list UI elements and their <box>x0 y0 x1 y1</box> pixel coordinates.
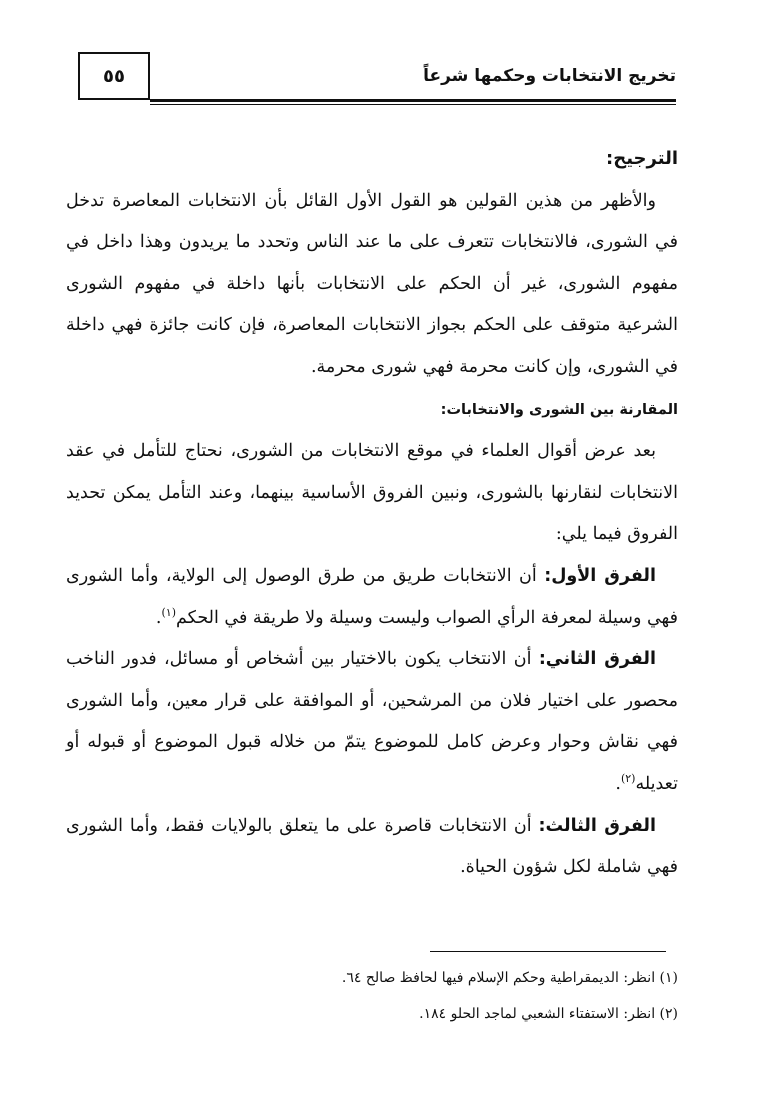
difference-3 <box>66 806 678 889</box>
paragraph-2: بعد عرض أقوال العلماء في موقع الانتخابات من الشورى، نحتاج للتأمل في عقد الانتخابات لنقارنها بالشورى، ونبين الفروق الأساسية بينهما، وعند التأمل يمكن تحديد الفروق فيما يلي: <box>66 441 678 545</box>
difference-3-label: الفرق الثالث: <box>538 815 656 836</box>
difference-1-label: الفرق الأول: <box>544 565 656 586</box>
page-header <box>78 52 676 104</box>
difference-2 <box>66 639 678 805</box>
page-number: ٥٥ <box>78 52 150 100</box>
body-text <box>66 138 678 889</box>
footnote-separator <box>430 951 666 952</box>
footnote-ref-1[interactable]: (١) <box>161 605 177 619</box>
header-rule <box>150 99 676 102</box>
difference-2-end: . <box>615 773 621 794</box>
difference-1 <box>66 556 678 639</box>
heading-comparison <box>66 389 678 432</box>
heading-tarjih <box>66 138 678 181</box>
footnote-ref-2[interactable]: (٢) <box>620 772 636 786</box>
difference-1-end: . <box>155 607 162 628</box>
running-title: تخريج الانتخابات وحكمها شرعاً <box>423 66 676 86</box>
difference-3-text: أن الانتخابات قاصرة على ما يتعلق بالولايات فقط، وأما الشورى فهي شاملة لكل شؤون الحياة. <box>66 815 678 878</box>
paragraph-1: والأظهر من هذين القولين هو القول الأول القائل بأن الانتخابات المعاصرة تدخل في الشورى، فالانتخابات تتعرف على ما عند الناس وتحدد ما يريدون وهذا داخل في مفهوم الشورى، غير أن الحكم على الانتخابات بأنها داخلة في مفهوم الشورى الشرعية متوقف على الحكم بجواز الانتخابات المعاصرة، فإن كانت جائزة فهي داخلة في الشورى، وإن كانت محرمة فهي شورى محرمة. <box>66 190 678 377</box>
footnotes <box>66 960 678 1032</box>
footnote-1: (١) انظر: الديمقراطية وحكم الإسلام فيها لحافظ صالح ٦٤. <box>341 970 678 986</box>
difference-1-text: أن الانتخابات طريق من طرق الوصول إلى الولاية، وأما الشورى فهي وسيلة لمعرفة الرأي الصواب وليست وسيلة ولا طريقة في الحكم <box>66 565 678 628</box>
difference-2-label: الفرق الثاني: <box>538 649 656 670</box>
footnote-2: (٢) انظر: الاستفتاء الشعبي لماجد الحلو ١٨٤. <box>419 1006 678 1022</box>
difference-2-text: أن الانتخاب يكون بالاختيار بين أشخاص أو مسائل، فدور الناخب محصور على اختيار فلان من المرشحين، أو الموافقة على قرار معين، وأما الشورى فهي نقاش وحوار وعرض كامل للموضوع يتمّ من خلاله قبول الموضوع أو قبوله أو تعديله <box>66 649 678 794</box>
section-heading-comparison: المقارنة بين الشورى والانتخابات: <box>440 401 678 418</box>
section-heading-tarjih: الترجيح: <box>606 148 678 169</box>
